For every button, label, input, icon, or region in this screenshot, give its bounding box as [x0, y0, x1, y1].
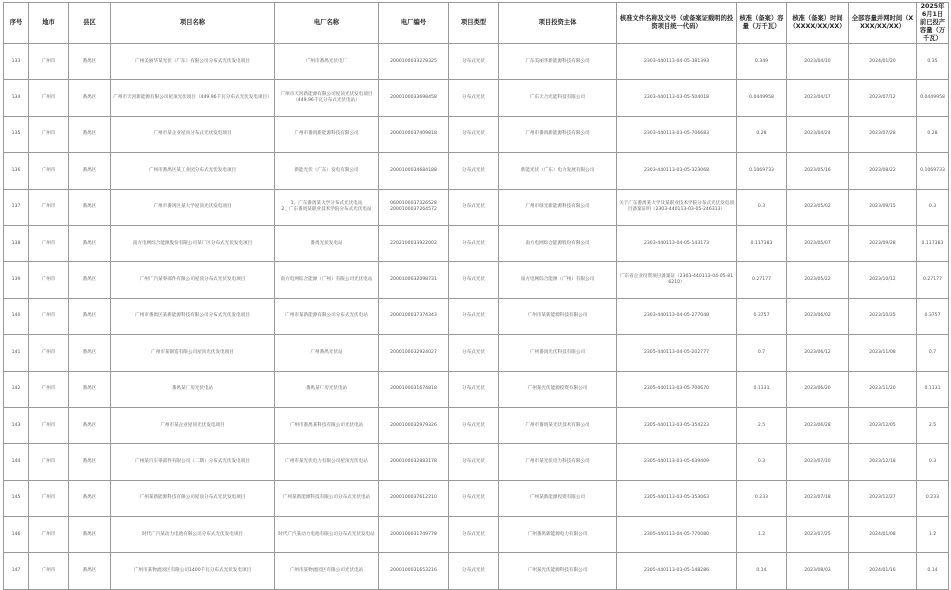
cell-grid-date: 2023/09/15	[849, 189, 917, 225]
cell-plant-name: 广州市番禺光伏电厂	[275, 44, 379, 80]
cell-project-type: 分布式光伏	[449, 553, 499, 589]
cell-project-name: 广州某汽车零部件有限公司（二期）分布式光伏发电项目	[111, 444, 275, 480]
cell-approval-doc: 2305-440113-03-05-700670	[617, 371, 737, 407]
header-project-name: 项目名称	[111, 3, 275, 44]
cell-approved-capacity: 0.3	[737, 444, 787, 480]
cell-project-type: 分布式光伏	[449, 407, 499, 443]
cell-investor: 广州某新能源投资有限公司	[499, 480, 617, 516]
cell-project-type: 分布式光伏	[449, 225, 499, 261]
cell-project-name: 广州市番禺区某工业园分布式光伏发电项目	[111, 153, 275, 189]
cell-investor: 广州某光伏能源投资有限公司	[499, 371, 617, 407]
cell-approval-doc: 2305-440113-04-05-202777	[617, 335, 737, 371]
cell-district: 番禺区	[69, 80, 111, 116]
cell-investor: 南方电网综合能源（广州）有限公司	[499, 262, 617, 298]
cell-grid-date: 2023/08/22	[849, 153, 917, 189]
cell-serial: 139	[4, 262, 29, 298]
cell-plant-name: 广州番禺光伏站	[275, 335, 379, 371]
cell-operating-capacity: 0.7	[917, 335, 949, 371]
cell-district: 番禺区	[69, 298, 111, 334]
cell-serial: 144	[4, 444, 29, 480]
header-plant-name: 电厂名称	[275, 3, 379, 44]
cell-operating-capacity: 0.35	[917, 44, 949, 80]
header-serial: 序号	[4, 3, 29, 44]
cell-serial: 137	[4, 189, 29, 225]
cell-project-name: 番禺某厂房光伏电站	[111, 371, 275, 407]
cell-project-name: 广州市某企业屋顶光伏发电项目	[111, 407, 275, 443]
cell-serial: 141	[4, 335, 29, 371]
table-row	[4, 407, 949, 443]
table-row	[4, 44, 949, 80]
cell-operating-capacity: 0.3	[917, 189, 949, 225]
header-city: 地市	[29, 3, 69, 44]
table-row	[4, 371, 949, 407]
cell-operating-capacity: 1.2	[917, 517, 949, 553]
cell-approval-date: 2023/05/22	[787, 262, 849, 298]
cell-plant-id: 2000100037374343	[379, 298, 449, 334]
cell-district: 番禺区	[69, 153, 111, 189]
cell-approval-doc: 关于广东番禺某大学及某职业技术学院分布式光伏发电项目备案证明（2303-440113-03-05-246313）	[617, 189, 737, 225]
cell-project-name: 广州美丽华某光伏（广东）有限公司分布式光伏发电项目	[111, 44, 275, 80]
header-operating-capacity: 2025年6月1日前已投产容量（万千瓦）	[917, 3, 949, 44]
cell-approval-date: 2023/07/10	[787, 444, 849, 480]
cell-plant-name: 广州市番禺新能源科技有限公司	[275, 116, 379, 152]
cell-approval-doc: 2305-440113-03-05-639409	[617, 444, 737, 480]
cell-district: 番禺区	[69, 225, 111, 261]
cell-approval-date: 2023/04/10	[787, 44, 849, 80]
cell-serial: 143	[4, 407, 29, 443]
cell-project-type: 分布式光伏	[449, 189, 499, 225]
cell-city: 广州市	[29, 335, 69, 371]
cell-plant-name: 广州市天河新能源有限公司屋顶光伏发电项目（449.96千瓦分布式光伏电站）	[275, 80, 379, 116]
cell-approval-doc: 2305-440113-04-05-770080	[617, 517, 737, 553]
cell-plant-id: 2000100031749778	[379, 517, 449, 553]
cell-grid-date: 2023/11/20	[849, 371, 917, 407]
cell-operating-capacity: 0.1069733	[917, 153, 949, 189]
cell-city: 广州市	[29, 517, 69, 553]
cell-approved-capacity: 0.28	[737, 116, 787, 152]
cell-city: 广州市	[29, 371, 69, 407]
cell-district: 番禺区	[69, 116, 111, 152]
cell-district: 番禺区	[69, 553, 111, 589]
cell-investor: 广州番禺光伏科技有限公司	[499, 335, 617, 371]
cell-investor: 新能光伏（广东）电力发展有限公司	[499, 153, 617, 189]
cell-approved-capacity: 0.27177	[737, 262, 787, 298]
cell-project-type: 分布式光伏	[449, 80, 499, 116]
cell-project-name: 时代广汽某动力电池有限公司分布式光伏发电项目	[111, 517, 275, 553]
cell-plant-id: 2000100033278325	[379, 44, 449, 80]
cell-operating-capacity: 0.3757	[917, 298, 949, 334]
cell-approved-capacity: 0.117383	[737, 225, 787, 261]
cell-operating-capacity: 0.117383	[917, 225, 949, 261]
cell-city: 广州市	[29, 444, 69, 480]
cell-plant-id: 2000100032924027	[379, 335, 449, 371]
cell-project-type: 分布式光伏	[449, 517, 499, 553]
cell-serial: 146	[4, 517, 29, 553]
cell-district: 番禺区	[69, 480, 111, 516]
cell-investor: 广州市某光伏电力科技有限公司	[499, 444, 617, 480]
cell-approved-capacity: 0.0449958	[737, 80, 787, 116]
header-investor: 项目投资主体	[499, 3, 617, 44]
cell-project-name: 广州市番禺区某新能源科技有限公司分布式光伏发电项目	[111, 298, 275, 334]
cell-approval-date: 2023/04/17	[787, 80, 849, 116]
cell-operating-capacity: 0.14	[917, 553, 949, 589]
header-row	[4, 3, 949, 44]
cell-project-type: 分布式光伏	[449, 262, 499, 298]
cell-project-type: 分布式光伏	[449, 298, 499, 334]
cell-approved-capacity: 0.349	[737, 44, 787, 80]
cell-plant-id: 2000100037612210	[379, 480, 449, 516]
cell-serial: 147	[4, 553, 29, 589]
cell-grid-date: 2024/01/08	[849, 517, 917, 553]
cell-serial: 136	[4, 153, 29, 189]
cell-approved-capacity: 0.7	[737, 335, 787, 371]
cell-grid-date: 2023/12/18	[849, 444, 917, 480]
cell-project-type: 分布式光伏	[449, 44, 499, 80]
cell-approved-capacity: 1.2	[737, 517, 787, 553]
cell-operating-capacity: 0.28	[917, 116, 949, 152]
cell-plant-name: 广州市番禺某科技有限公司光伏电站	[275, 407, 379, 443]
cell-approval-doc: 2303-440113-03-05-504018	[617, 80, 737, 116]
cell-approved-capacity: 0.233	[737, 480, 787, 516]
cell-grid-date: 2023/10/25	[849, 298, 917, 334]
cell-project-type: 分布式光伏	[449, 371, 499, 407]
cell-project-name: 广州市天河新能源有限公司屋顶光伏项目（449.96千瓦分布式光伏发电项目）	[111, 80, 275, 116]
cell-district: 番禺区	[69, 444, 111, 480]
cell-grid-date: 2023/11/08	[849, 335, 917, 371]
cell-grid-date: 2023/09/28	[849, 225, 917, 261]
table-row	[4, 225, 949, 261]
cell-plant-name: 广州某新能源科技有限公司分布式光伏电站	[275, 480, 379, 516]
cell-plant-name: 广州市某新能源有限公司分布式光伏电站	[275, 298, 379, 334]
cell-approval-date: 2023/05/07	[787, 225, 849, 261]
cell-approval-doc: 2303-440113-04-05-277048	[617, 298, 737, 334]
cell-plant-id: 2000100032979326	[379, 407, 449, 443]
table-row	[4, 335, 949, 371]
cell-grid-date: 2024/01/20	[849, 44, 917, 80]
cell-approval-doc: 2303-440113-04-05-381393	[617, 44, 737, 80]
cell-district: 番禺区	[69, 517, 111, 553]
cell-district: 番禺区	[69, 335, 111, 371]
cell-plant-id: 2000100037409818	[379, 116, 449, 152]
cell-district: 番禺区	[69, 44, 111, 80]
cell-plant-name: 新能光伏（广东）发电有限公司	[275, 153, 379, 189]
cell-district: 番禺区	[69, 407, 111, 443]
cell-city: 广州市	[29, 262, 69, 298]
cell-approved-capacity: 0.1069733	[737, 153, 787, 189]
cell-operating-capacity: 0.27177	[917, 262, 949, 298]
cell-approved-capacity: 2.5	[737, 407, 787, 443]
cell-approval-doc: 2305-440113-03-05-148286	[617, 553, 737, 589]
cell-project-name: 广州某新能源科技有限公司屋顶分布式光伏发电项目	[111, 480, 275, 516]
cell-serial: 133	[4, 44, 29, 80]
cell-investor: 南方电网综合能源股份有限公司	[499, 225, 617, 261]
cell-operating-capacity: 0.0449958	[917, 80, 949, 116]
cell-city: 广州市	[29, 116, 69, 152]
cell-approval-date: 2023/06/02	[787, 298, 849, 334]
table-row	[4, 189, 949, 225]
cell-plant-id: 2000100031674818	[379, 371, 449, 407]
cell-approval-date: 2023/06/28	[787, 407, 849, 443]
cell-approved-capacity: 0.3	[737, 189, 787, 225]
cell-investor: 广东美丽华新能源科技有限公司	[499, 44, 617, 80]
cell-operating-capacity: 0.233	[917, 480, 949, 516]
cell-district: 番禺区	[69, 371, 111, 407]
cell-serial: 138	[4, 225, 29, 261]
cell-city: 广州市	[29, 407, 69, 443]
cell-project-type: 分布式光伏	[449, 444, 499, 480]
cell-investor: 广州市绿光新能源科技有限公司	[499, 189, 617, 225]
cell-city: 广州市	[29, 153, 69, 189]
cell-project-name: 广州市某物流园区有限公司1400千瓦分布式光伏发电项目	[111, 553, 275, 589]
cell-plant-name: 1、广东番禺某大学分布式光伏电站 2、广东番禺某职业技术学院分布式光伏电站	[275, 189, 379, 225]
cell-plant-id: 2000100033698458	[379, 80, 449, 116]
cell-plant-name: 时代广汽某动力电池有限公司分布式光伏发电站	[275, 517, 379, 553]
cell-grid-date: 2023/07/12	[849, 80, 917, 116]
cell-approval-date: 2023/07/25	[787, 517, 849, 553]
cell-approval-doc: 2305-440113-03-05-353063	[617, 480, 737, 516]
cell-approval-date: 2023/06/12	[787, 335, 849, 371]
cell-approval-doc: 广东省企业投资项目备案证（2303-440113-04-05-816210）	[617, 262, 737, 298]
cell-plant-id: 2000100031653216	[379, 553, 449, 589]
cell-plant-id: 2202100033922002	[379, 225, 449, 261]
cell-operating-capacity: 0.3	[917, 444, 949, 480]
cell-approval-date: 2023/06/20	[787, 371, 849, 407]
header-approved-capacity: 核准（备案）容量（万千瓦）	[737, 3, 787, 44]
table-row	[4, 153, 949, 189]
cell-project-name: 广州市某制造有限公司屋顶光伏发电项目	[111, 335, 275, 371]
cell-serial: 134	[4, 80, 29, 116]
cell-approval-doc: 2303-440113-03-05-706683	[617, 116, 737, 152]
cell-approved-capacity: 0.14	[737, 553, 787, 589]
cell-approval-date: 2023/05/16	[787, 153, 849, 189]
cell-plant-id: 2000100032098731	[379, 262, 449, 298]
cell-serial: 145	[4, 480, 29, 516]
cell-approval-date: 2023/04/24	[787, 116, 849, 152]
cell-investor: 广州市某新能源科技有限公司	[499, 298, 617, 334]
cell-grid-date: 2023/12/05	[849, 407, 917, 443]
cell-approval-doc: 2303-440113-04-05-143173	[617, 225, 737, 261]
cell-grid-date: 2024/01/16	[849, 553, 917, 589]
cell-approved-capacity: 0.3757	[737, 298, 787, 334]
cell-approval-date: 2023/05/02	[787, 189, 849, 225]
header-project-type: 项目类型	[449, 3, 499, 44]
cell-plant-name: 广州市某物流园区有限公司光伏电站	[275, 553, 379, 589]
cell-city: 广州市	[29, 480, 69, 516]
header-approval-doc: 核准文件名称及文号（或备案证载明的投资项目统一代码）	[617, 3, 737, 44]
cell-plant-id: 2000100034684188	[379, 153, 449, 189]
project-table	[3, 2, 949, 590]
cell-project-type: 分布式光伏	[449, 153, 499, 189]
cell-grid-date: 2023/07/28	[849, 116, 917, 152]
cell-investor: 广州番禺新能源电力有限公司	[499, 517, 617, 553]
cell-district: 番禺区	[69, 262, 111, 298]
cell-project-name: 南方电网综合能源股份有限公司某厂区分布式光伏发电项目	[111, 225, 275, 261]
cell-project-type: 分布式光伏	[449, 116, 499, 152]
cell-operating-capacity: 2.5	[917, 407, 949, 443]
cell-approval-doc: 2303-440113-03-05-323068	[617, 153, 737, 189]
cell-approval-date: 2023/07/18	[787, 480, 849, 516]
cell-investor: 广州市番禺新能源科技有限公司	[499, 116, 617, 152]
header-plant-id: 电厂编号	[379, 3, 449, 44]
table-row	[4, 553, 949, 589]
header-district: 县区	[69, 3, 111, 44]
cell-city: 广州市	[29, 44, 69, 80]
cell-serial: 135	[4, 116, 29, 152]
cell-plant-name: 南方电网综合能源（广州）有限公司光伏电站	[275, 262, 379, 298]
table-row	[4, 298, 949, 334]
cell-approval-doc: 2305-440113-03-05-354223	[617, 407, 737, 443]
cell-project-name: 广州市某企业屋顶分布式光伏发电项目	[111, 116, 275, 152]
cell-investor: 广州市番禺某光伏技术有限公司	[499, 407, 617, 443]
cell-plant-id: 0600100037326528 2000100037264572	[379, 189, 449, 225]
table-row	[4, 444, 949, 480]
cell-grid-date: 2023/12/27	[849, 480, 917, 516]
cell-city: 广州市	[29, 553, 69, 589]
cell-grid-date: 2023/10/12	[849, 262, 917, 298]
cell-city: 广州市	[29, 298, 69, 334]
table-row	[4, 80, 949, 116]
cell-project-name: 广州广汽某零部件有限公司屋顶分布式光伏发电项目	[111, 262, 275, 298]
cell-project-type: 分布式光伏	[449, 335, 499, 371]
cell-investor: 广州某光伏能源科技有限公司	[499, 553, 617, 589]
cell-city: 广州市	[29, 80, 69, 116]
cell-investor: 广东天合光能科技有限公司	[499, 80, 617, 116]
cell-approved-capacity: 0.1131	[737, 371, 787, 407]
header-grid-date: 全部容量并网时间（XXXX/XX/XX）	[849, 3, 917, 44]
table-row	[4, 116, 949, 152]
header-approval-date: 核准（备案）时间（XXXX/XX/XX）	[787, 3, 849, 44]
cell-serial: 142	[4, 371, 29, 407]
table-row	[4, 262, 949, 298]
cell-district: 番禺区	[69, 189, 111, 225]
cell-plant-id: 2000100032883178	[379, 444, 449, 480]
cell-operating-capacity: 0.1131	[917, 371, 949, 407]
cell-plant-name: 番禺某厂房光伏电站	[275, 371, 379, 407]
cell-project-name: 广州市番禺区某大学屋顶光伏发电项目	[111, 189, 275, 225]
table-row	[4, 480, 949, 516]
cell-project-type: 分布式光伏	[449, 480, 499, 516]
table-row	[4, 517, 949, 553]
cell-plant-name: 广州市某光伏电力有限公司屋顶光伏电站	[275, 444, 379, 480]
cell-plant-name: 番禺光伏发电站	[275, 225, 379, 261]
cell-approval-date: 2023/08/03	[787, 553, 849, 589]
cell-serial: 140	[4, 298, 29, 334]
cell-city: 广州市	[29, 189, 69, 225]
cell-city: 广州市	[29, 225, 69, 261]
